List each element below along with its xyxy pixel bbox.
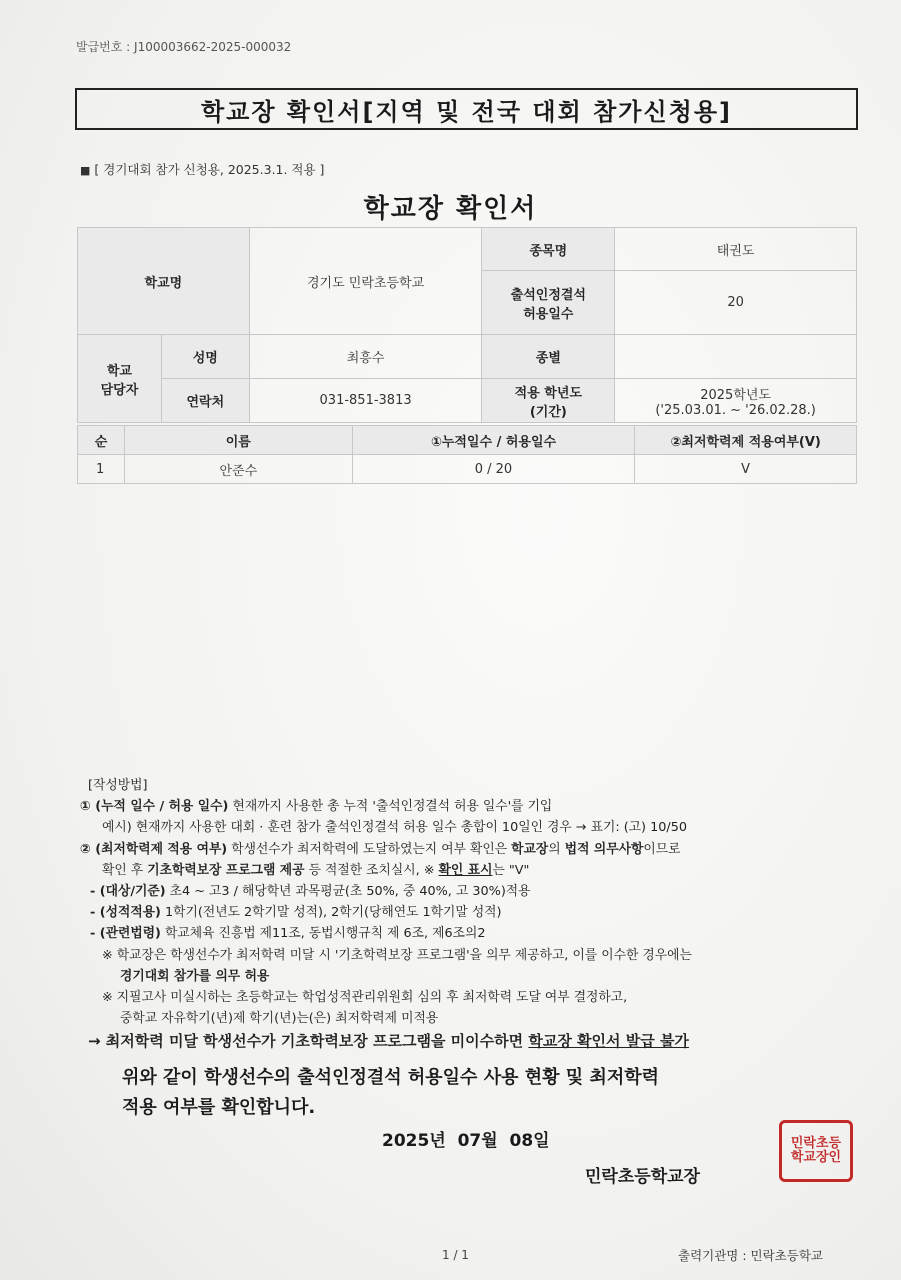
detail-target-criteria bbox=[80, 881, 850, 902]
issuance-warning bbox=[80, 1031, 850, 1052]
detail-grade-application bbox=[80, 902, 850, 923]
row-min-grade-applied: V bbox=[635, 455, 857, 484]
issuance-warning-text: → 최저학력 미달 학생선수가 기초학력보장 프로그램을 미이수하면 bbox=[88, 1032, 529, 1051]
absence-label-line2: 허용일수 bbox=[523, 306, 574, 322]
staff-name-label: 성명 bbox=[161, 335, 249, 379]
issue-date: 2025년 07월 08일 bbox=[382, 1131, 550, 1151]
detail-1-text: 초4 ~ 고3 / 해당학년 과목평균(초 50%, 중 40%, 고 30%)적용 bbox=[165, 884, 531, 900]
note-1-line-2: 경기대회 참가를 의무 허용 bbox=[120, 968, 270, 984]
column-header-name: 이름 bbox=[124, 426, 352, 455]
sport-value: 태권도 bbox=[615, 228, 857, 271]
detail-2-text: 1학기(전년도 2학기말 성적), 2학기(당해연도 1학기말 성적) bbox=[160, 905, 502, 921]
detail-1-heading: - (대상/기준) bbox=[90, 884, 166, 900]
school-year-label-line2: (기간) bbox=[529, 404, 567, 420]
note-2-line-2: 중학교 자유학기(년)제 학기(년)는(은) 최저학력제 미적용 bbox=[120, 1011, 439, 1027]
writing-instructions bbox=[80, 775, 850, 1053]
instruction-2-cont-d: 확인 표시 bbox=[438, 862, 493, 878]
column-header-days: ①누적일수 / 허용일수 bbox=[352, 426, 635, 455]
instruction-item-2 bbox=[80, 839, 850, 860]
staff-name-value: 최흥수 bbox=[249, 335, 482, 379]
detail-3-heading: - (관련법령) bbox=[90, 926, 161, 942]
form-version-note bbox=[80, 160, 324, 178]
school-year-label-line1: 적용 학년도 bbox=[514, 385, 582, 401]
instruction-2-text-b: 학교장 bbox=[511, 841, 549, 857]
school-info-table bbox=[77, 227, 857, 423]
school-name-label: 학교명 bbox=[78, 228, 250, 335]
staff-label-line1: 학교 bbox=[106, 363, 132, 379]
page-number: 1 / 1 bbox=[442, 1248, 469, 1262]
school-year-value bbox=[615, 379, 857, 423]
instruction-2-text-e: 이므로 bbox=[643, 841, 681, 857]
instruction-2-text-d: 법적 의무사항 bbox=[564, 841, 644, 857]
confirmation-line-1: 위와 같이 학생선수의 출석인정결석 허용일수 사용 현황 및 최저학력 bbox=[122, 1067, 659, 1088]
instructions-title: [작성방법] bbox=[88, 778, 148, 793]
absence-label-line1: 출석인정결석 bbox=[510, 287, 586, 303]
instruction-1-example: 예시) 현재까지 사용한 대회 · 훈련 참가 출석인정결석 허용 일수 총합이 10일인 경우 → 표기: (고) 10/50 bbox=[102, 820, 687, 836]
staff-contact-label: 연락처 bbox=[161, 379, 249, 423]
school-year-period: ('25.03.01. ~ '26.02.28.) bbox=[655, 402, 816, 418]
instruction-2-cont-c: 등 적절한 조치실시, ※ bbox=[304, 862, 439, 878]
detail-2-heading: - (성적적용) bbox=[90, 905, 161, 921]
row-no: 1 bbox=[78, 455, 125, 484]
school-year-label bbox=[482, 379, 615, 423]
instruction-2-heading: ② (최저학력제 적용 여부) bbox=[80, 841, 228, 857]
issuance-warning-emphasis: 학교장 확인서 발급 불가 bbox=[528, 1032, 689, 1051]
document-title: 학교장 확인서 bbox=[363, 194, 538, 224]
square-bullet-icon: ■ bbox=[80, 164, 91, 177]
confirmation-statement bbox=[122, 1063, 659, 1123]
column-header-min-grade: ②최저학력제 적용여부(V) bbox=[635, 426, 857, 455]
absence-allowance-label bbox=[482, 271, 615, 335]
form-version-text: [ 경기대회 참가 신청용, 2025.3.1. 적용 ] bbox=[94, 162, 325, 177]
instruction-1-text: 현재까지 사용한 총 누적 '출석인정결석 허용 일수'를 기입 bbox=[228, 799, 553, 815]
instruction-2-continued bbox=[80, 860, 850, 881]
absence-allowance-value: 20 bbox=[615, 271, 857, 335]
instruction-2-cont-b: 기초학력보장 프로그램 제공 bbox=[147, 862, 305, 878]
instruction-2-text-a: 학생선수가 최저학력에 도달하였는지 여부 확인은 bbox=[227, 841, 512, 857]
document-header-box: 학교장 확인서[지역 및 전국 대회 참가신청용] bbox=[75, 88, 858, 130]
column-header-no: 순 bbox=[78, 426, 125, 455]
category-value bbox=[615, 335, 857, 379]
seal-text: 민락초등학교장인 bbox=[790, 1136, 842, 1165]
sport-label: 종목명 bbox=[482, 228, 615, 271]
official-seal-stamp bbox=[779, 1120, 853, 1182]
issue-number: 발급번호 : J100003662-2025-000032 bbox=[76, 40, 292, 54]
issuing-institution: 출력기관명 : 민락초등학교 bbox=[678, 1248, 823, 1263]
confirmation-line-2: 적용 여부를 확인합니다. bbox=[122, 1097, 316, 1118]
school-name-value: 경기도 민락초등학교 bbox=[249, 228, 482, 335]
staff-contact-value: 031-851-3813 bbox=[249, 379, 482, 423]
staff-label bbox=[78, 335, 162, 423]
instruction-item-1 bbox=[80, 796, 850, 817]
note-1-line-1: ※ 학교장은 학생선수가 최저학력 미달 시 '기초학력보장 프로그램'을 의무 제공하고, 이를 이수한 경우에는 bbox=[102, 947, 692, 963]
staff-label-line2: 담당자 bbox=[100, 382, 139, 398]
instruction-2-cont-e: 는 "V" bbox=[492, 862, 530, 878]
category-label: 종별 bbox=[482, 335, 615, 379]
row-days: 0 / 20 bbox=[352, 455, 635, 484]
detail-3-text: 학교체육 진흥법 제11조, 동법시행규칙 제 6조, 제6조의2 bbox=[160, 926, 486, 942]
instruction-2-text-c: 의 bbox=[548, 841, 565, 857]
student-table bbox=[77, 425, 857, 484]
school-year-value-line1: 2025학년도 bbox=[700, 387, 771, 403]
note-2-line-1: ※ 지필고사 미실시하는 초등학교는 학업성적관리위원회 심의 후 최저학력 도달 여부 결정하고, bbox=[102, 990, 628, 1006]
detail-related-law bbox=[80, 923, 850, 944]
instruction-1-heading: ① (누적 일수 / 허용 일수) bbox=[80, 799, 229, 815]
principal-signature: 민락초등학교장 bbox=[585, 1167, 700, 1187]
instruction-2-cont-a: 확인 후 bbox=[102, 862, 148, 878]
row-student-name: 안준수 bbox=[124, 455, 352, 484]
table-row bbox=[78, 455, 857, 484]
